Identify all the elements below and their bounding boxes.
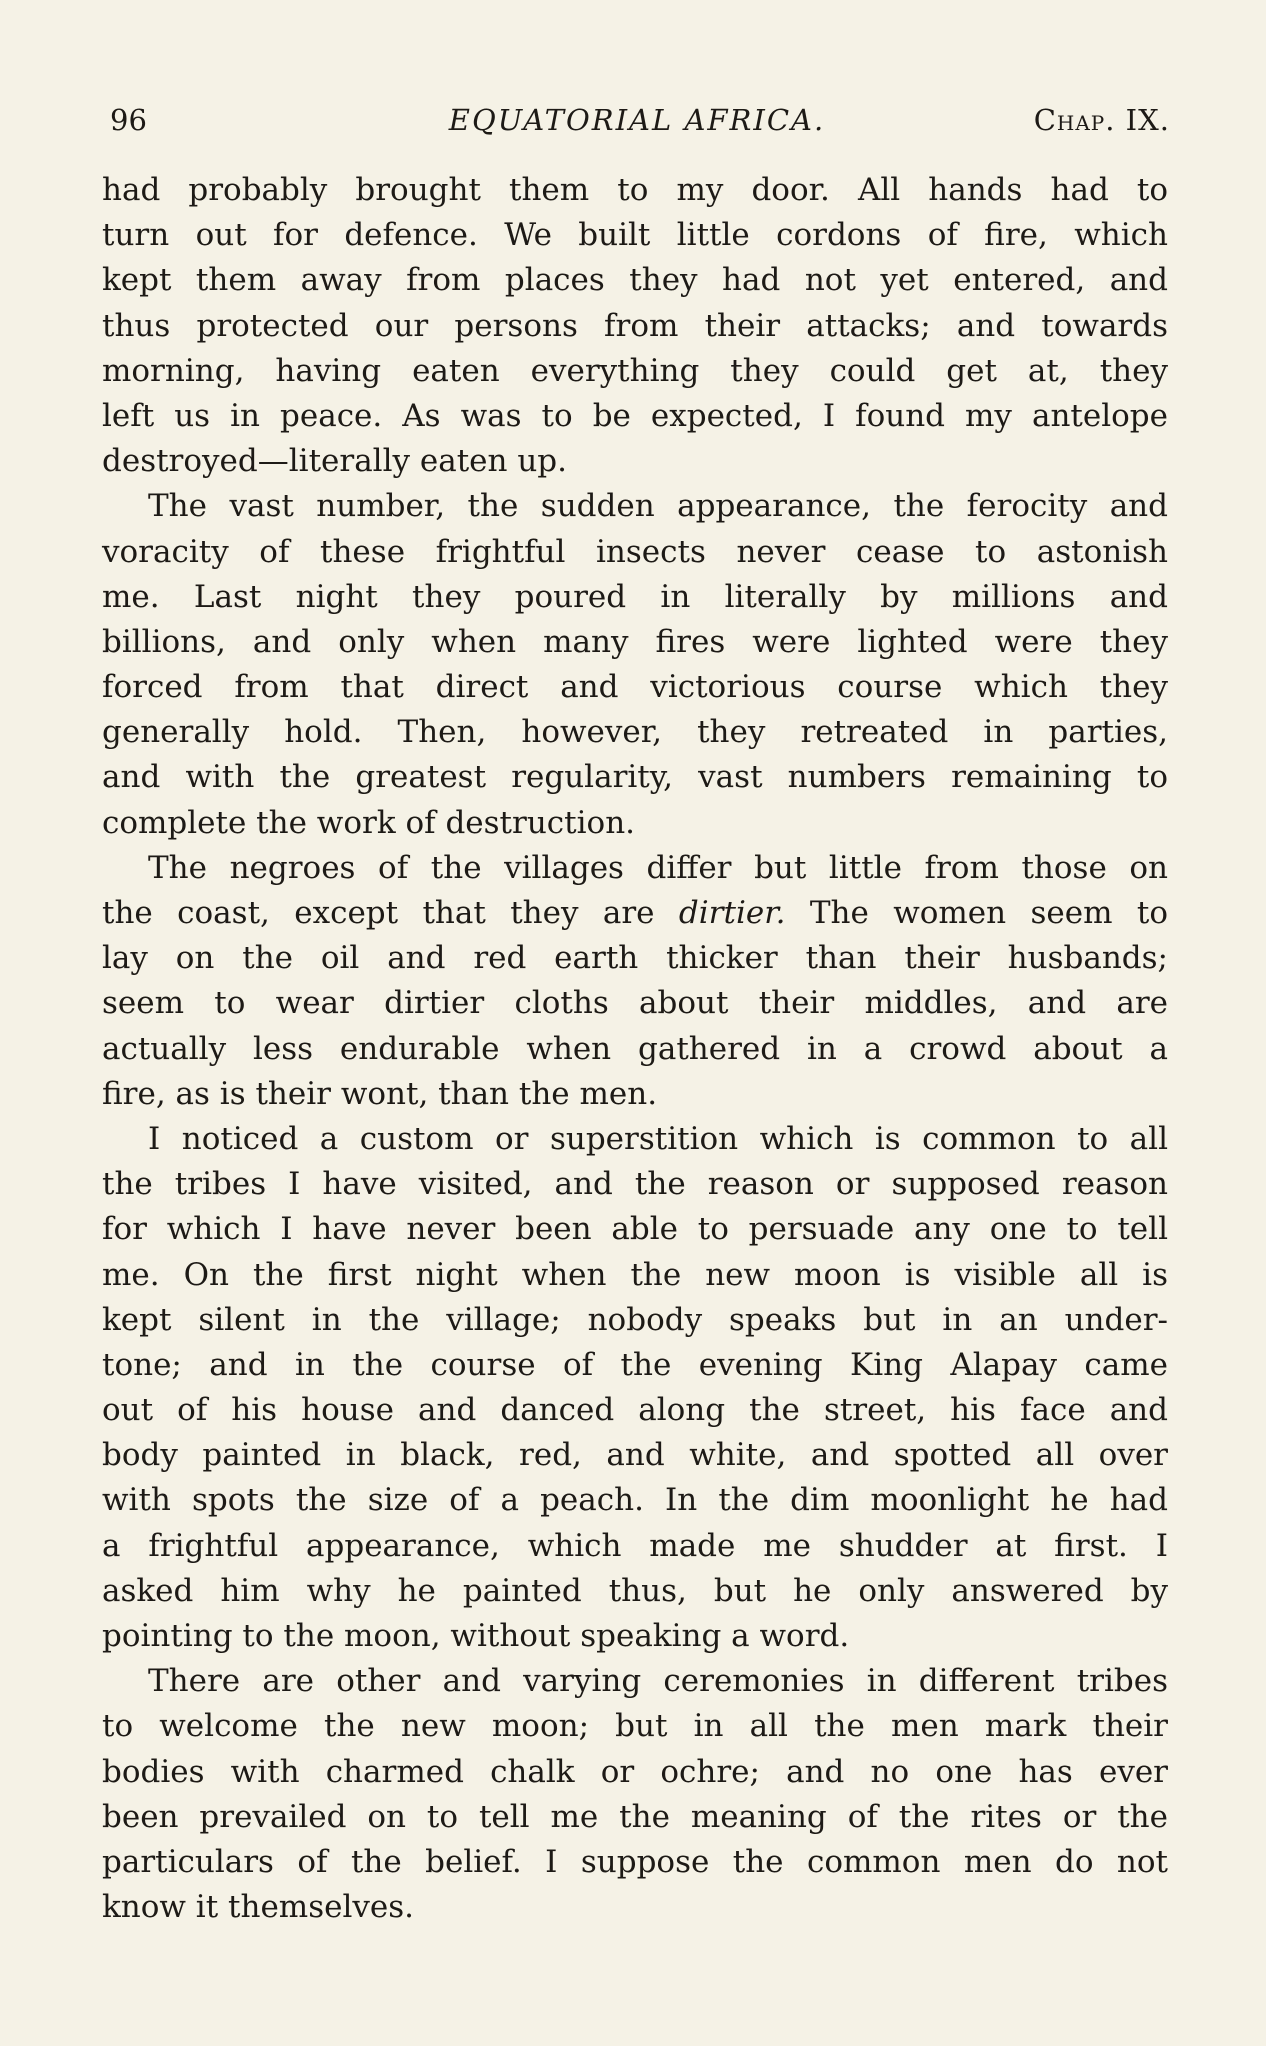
text-line: complete the work of destruction. [102, 804, 636, 841]
chapter-label: Chap. IX. [1033, 103, 1170, 137]
text-line: tone; and in the course of the evening King Alapay came [102, 1346, 1168, 1383]
text-line: a frightful appearance, which made me shudder at first. I [102, 1527, 1168, 1564]
text-line: pointing to the moon, without speaking a word. [102, 1618, 850, 1654]
text-line: asked him why he painted thus, but he only answered by [102, 1572, 1168, 1609]
text-line: morning, having eaten everything they could get at, they [102, 352, 1168, 389]
paragraph-2 [102, 484, 1168, 846]
text-line: The vast number, the sudden appearance, the ferocity and [148, 488, 1168, 525]
text-line: actually less endurable when gathered in a crowd about a [102, 1030, 1168, 1067]
text-line: generally hold. Then, however, they retreated in parties, [102, 714, 1168, 751]
text-line: left us in peace. As was to be expected, I found my antelope [102, 397, 1168, 434]
text-line: turn out for defence. We built little cordons of fire, which [102, 217, 1168, 254]
text-line: out of his house and danced along the street, his face and [102, 1392, 1168, 1429]
body-text [102, 168, 1168, 1930]
book-title: EQUATORIAL AFRICA. [448, 103, 826, 137]
text-line: me. Last night they poured in literally by millions and [102, 578, 1168, 615]
text-line: bodies with charmed chalk or ochre; and no one has ever [102, 1753, 1168, 1790]
text-line: me. On the first night when the new moon is visible all is [102, 1256, 1168, 1293]
text-line: for which I have never been able to persuade any one to tell [102, 1211, 1168, 1248]
text-line: with spots the size of a peach. In the dim moonlight he had [102, 1482, 1168, 1519]
text-line: thus protected our persons from their attacks; and towards [102, 307, 1168, 344]
paragraph-4 [102, 1117, 1168, 1659]
text-line: and with the greatest regularity, vast numbers remaining to [102, 759, 1168, 796]
text-line: the tribes I have visited, and the reason or supposed reason [102, 1166, 1168, 1203]
text-line: had probably brought them to my door. All hands had to [102, 172, 1168, 208]
text-run: the coast, except that they are [102, 895, 679, 931]
text-line: I noticed a custom or superstition which is common to all [148, 1120, 1168, 1157]
text-line: The negroes of the villages differ but little from those on [148, 849, 1168, 886]
text-line: destroyed—literally eaten up. [102, 443, 567, 480]
text-line: to welcome the new moon; but in all the men mark their [102, 1708, 1168, 1745]
text-line: billions, and only when many fires were lighted were they [102, 623, 1168, 660]
paragraph-3 [102, 846, 1168, 1117]
paragraph-5 [102, 1659, 1168, 1930]
running-head [104, 98, 1170, 142]
page-number: 96 [110, 103, 147, 137]
text-line: body painted in black, red, and white, and spotted all over [102, 1437, 1168, 1474]
text-line: fire, as is their wont, than the men. [102, 1075, 658, 1112]
text-line: particulars of the belief. I suppose the common men do not [102, 1843, 1168, 1880]
text-run: The women seem to [785, 895, 1168, 931]
text-line: been prevailed on to tell me the meaning of the rites or the [102, 1798, 1168, 1835]
text-line-with-emphasis [102, 891, 1168, 936]
text-line: There are other and varying ceremonies in different tribes [148, 1663, 1168, 1700]
text-line: lay on the oil and red earth thicker than their husbands; [102, 940, 1168, 977]
text-line: know it themselves. [102, 1889, 414, 1926]
paragraph-1 [102, 168, 1168, 484]
text-line: kept them away from places they had not yet entered, and [102, 262, 1168, 299]
text-line: forced from that direct and victorious course which they [102, 669, 1168, 706]
italic-word: dirtier. [678, 895, 786, 931]
text-line: seem to wear dirtier cloths about their middles, and are [102, 985, 1168, 1022]
text-line: voracity of these frightful insects never cease to astonish [102, 533, 1168, 570]
text-line: kept silent in the village; nobody speaks but in an under- [102, 1301, 1168, 1338]
